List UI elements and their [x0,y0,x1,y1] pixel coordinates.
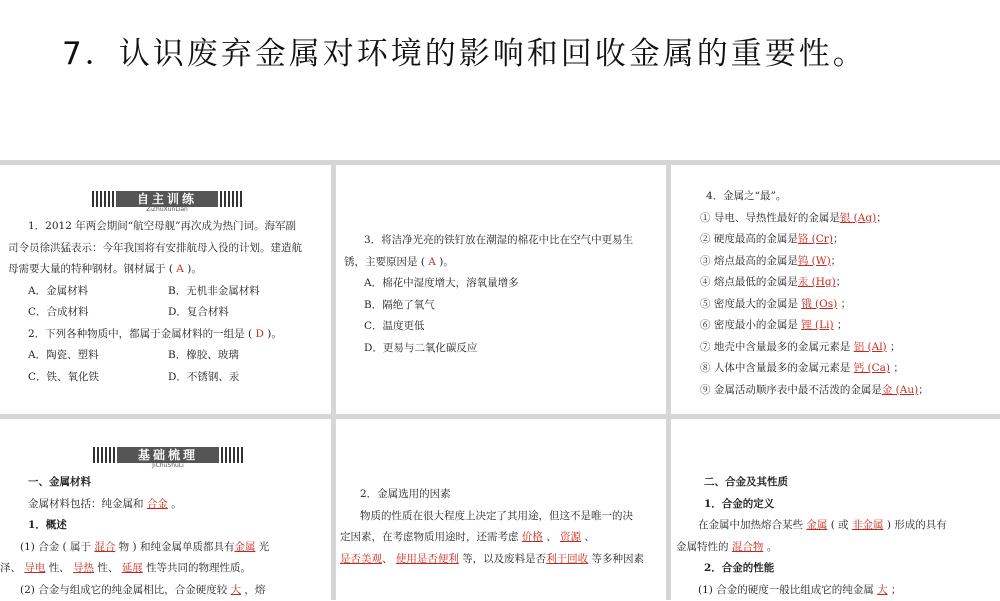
panel-metal-selection [340,484,666,600]
option: A．陶瓷、塑料 [28,345,168,367]
overview-line-1 [8,537,328,559]
superlative-item [700,208,996,230]
blank-answer: 金属 [806,519,827,531]
question-1-answer: A [176,263,184,275]
option: D．复合材料 [168,306,229,318]
question-1-line-3 [8,259,326,281]
blank-answer: 导电 [24,562,45,574]
banner-subtitle: JiChuShuLi [93,462,243,470]
option: C．温度更低 [344,316,662,338]
question-2-stem-end: )。 [267,328,282,340]
overview-line-3 [8,580,328,601]
item-end: ； [841,298,852,310]
blank-answer: 大 [231,584,242,596]
text: ) 形成的具有 [887,519,947,531]
text: (1) 合金的硬度一般比组成它的纯金属 [698,584,874,596]
section-banner [93,444,243,472]
question-1-stem: 母需要大量的特种钢材。钢材属于 ( [8,263,173,275]
question-2-options-row-1 [8,345,326,367]
banner-title: 基础梳理 [117,447,219,463]
section-heading: 一、金属材料 [8,472,328,494]
superlative-item [700,315,996,337]
blank-answer: 合金 [147,498,168,510]
question-1-stem-end: )。 [187,263,202,275]
item-end: ； [833,233,844,245]
superlative-item [700,380,996,402]
option: D．不锈钢、汞 [168,371,239,383]
item-text: ⑤ 密度最大的金属是 [700,298,798,310]
metal-superlatives-heading: 4．金属之“最”。 [700,186,996,208]
item-answer: 锇 (Os) [801,298,837,310]
superlative-item [700,272,996,294]
text: ( 或 [831,519,849,531]
text: 性、 [97,562,118,574]
question-2-line [8,324,326,346]
superlative-item [700,229,996,251]
question-3-line-2 [344,252,662,274]
text: 金属材料包括：纯金属和 [28,498,144,510]
option: B．橡胶、玻璃 [168,349,239,361]
question-3-answer: A [428,256,436,268]
subsection-heading: 2．合金的性能 [676,558,1000,580]
item-answer: 锂 (Li) [801,319,833,331]
option: A．棉花中湿度增大，溶氧量增多 [344,273,662,295]
page-title: 7．认识废弃金属对环境的影响和回收金属的重要性。 [62,28,867,73]
option: C．合成材料 [28,302,168,324]
question-1-line-2: 司令员徐洪猛表示：今年我国将有安排航母入役的计划。建造航 [8,238,326,260]
blank-answer: 价格 [522,531,543,543]
item-text: ⑦ 地壳中含量最多的金属元素是 [700,341,850,353]
blank-answer: 资源 [560,531,581,543]
item-end: ； [893,362,904,374]
blank-answer: 导热 [73,562,94,574]
item-text: ③ 熔点最高的金属是 [700,255,798,267]
banner-stripes-right [221,447,243,463]
text: 定因素，在考虑物质用途时，还需考虑 [340,531,519,543]
banner-stripes-left [93,447,115,463]
question-1-line-1: 1．2012 年两会期间“航空母舰”再次成为热门词。海军副 [8,216,326,238]
text: 、 [584,531,595,543]
horizontal-divider-top [0,160,1000,165]
overview-line-2 [0,558,328,580]
section-banner [92,188,242,216]
question-2-answer: D [255,328,263,340]
blank-answer: 大 [877,584,888,596]
text: ，熔 [244,584,265,596]
subsection-heading: 2．金属选用的因素 [340,484,666,506]
alloy-property-line [676,580,1000,601]
question-2-stem: 2．下列各种物质中，都属于金属材料的一组是 ( [28,328,252,340]
panel-question-3 [344,230,662,410]
text: 性等共同的物理性质。 [146,562,251,574]
blank-answer: 利于回收 [546,553,588,565]
panel-metal-superlatives [700,186,996,408]
text: (1) 合金 ( 属于 [20,541,91,553]
item-answer: 银 (Ag) [840,212,876,224]
item-answer: 汞 (Hg) [798,276,836,288]
option: C．铁、氧化铁 [28,367,168,389]
blank-answer: 非金属 [852,519,884,531]
item-answer: 钨 (W) [798,255,831,267]
selection-line-1: 物质的性质在很大程度上决定了其用途，但这不是唯一的决 [340,506,666,528]
question-3-line-1: 3．将洁净光亮的铁钉放在潮湿的棉花中比在空气中更易生 [344,230,662,252]
panel-alloy-properties [676,472,1000,600]
blank-answer: 混合物 [732,541,764,553]
question-3-stem-end: )。 [439,256,454,268]
text: 性、 [49,562,70,574]
banner-subtitle: ZiZhuXunLian [92,206,242,214]
text: 。 [767,541,778,553]
subsection-heading: 1．合金的定义 [676,494,1000,516]
vertical-divider-left-bottom [331,414,336,600]
item-text: ② 硬度最高的金属是 [700,233,798,245]
panel-self-training [8,188,326,410]
option: B．无机非金属材料 [168,285,260,297]
section-heading: 二、合金及其性质 [676,472,1000,494]
superlative-item [700,358,996,380]
vertical-divider-right-bottom [666,414,671,600]
alloy-definition-line-2 [676,537,1000,559]
banner-stripes-right [220,191,242,207]
banner-title: 自主训练 [116,191,218,207]
vertical-divider-left-top [331,160,336,419]
item-end: ； [836,276,847,288]
selection-line-2 [340,527,666,549]
blank-answer: 混合 [94,541,115,553]
text: 金属特性的 [676,541,729,553]
item-end: ； [890,341,901,353]
item-text: ④ 熔点最低的金属是 [700,276,798,288]
blank-answer: 使用是否便利 [396,553,459,565]
selection-line-3 [340,549,666,571]
item-text: ⑨ 金属活动顺序表中最不活泼的金属是 [700,384,882,396]
option: D．更易与二氧化碳反应 [344,338,662,360]
item-answer: 铝 (Al) [854,341,887,353]
vertical-divider-right-top [666,160,671,419]
text: 物 ) 和纯金属单质都具有 [119,541,235,553]
item-answer: 钙 (Ca) [854,362,890,374]
blank-answer: 金属 [234,541,255,553]
alloy-definition-line-1 [676,515,1000,537]
panel-basics-review [8,444,328,600]
text: 光 [259,541,270,553]
item-end: ； [918,384,929,396]
item-end: ； [837,319,848,331]
blank-answer: 是否美观 [340,553,382,565]
question-1-options-row-1 [8,281,326,303]
question-3-stem: 锈，主要原因是 ( [344,256,425,268]
item-answer: 金 (Au) [882,384,918,396]
item-text: ⑥ 密度最小的金属是 [700,319,798,331]
item-end: ； [831,255,842,267]
text: 在金属中加热熔合某些 [698,519,803,531]
text: (2) 合金与组成它的纯金属相比，合金硬度较 [20,584,227,596]
text: 等，以及废料是否 [462,553,546,565]
superlative-item [700,251,996,273]
text: ； [891,584,902,596]
item-end: ； [876,212,887,224]
superlative-item [700,337,996,359]
banner-stripes-left [92,191,114,207]
question-2-options-row-2 [8,367,326,389]
item-text: ⑧ 人体中含量最多的金属元素是 [700,362,850,374]
blank-answer: 延展 [122,562,143,574]
superlative-item [700,294,996,316]
text: 、 [546,531,557,543]
text: 。 [171,498,182,510]
text: 等多种因素 [592,553,645,565]
horizontal-divider-middle [0,414,1000,419]
item-text: ① 导电、导热性最好的金属是 [700,212,840,224]
item-answer: 铬 (Cr) [798,233,833,245]
option: B．隔绝了氧气 [344,295,662,317]
text: 、 [382,553,393,565]
option: A．金属材料 [28,281,168,303]
question-1-options-row-2 [8,302,326,324]
metal-materials-line [8,494,328,516]
text: 泽、 [0,562,21,574]
subsection-heading: 1．概述 [8,515,328,537]
